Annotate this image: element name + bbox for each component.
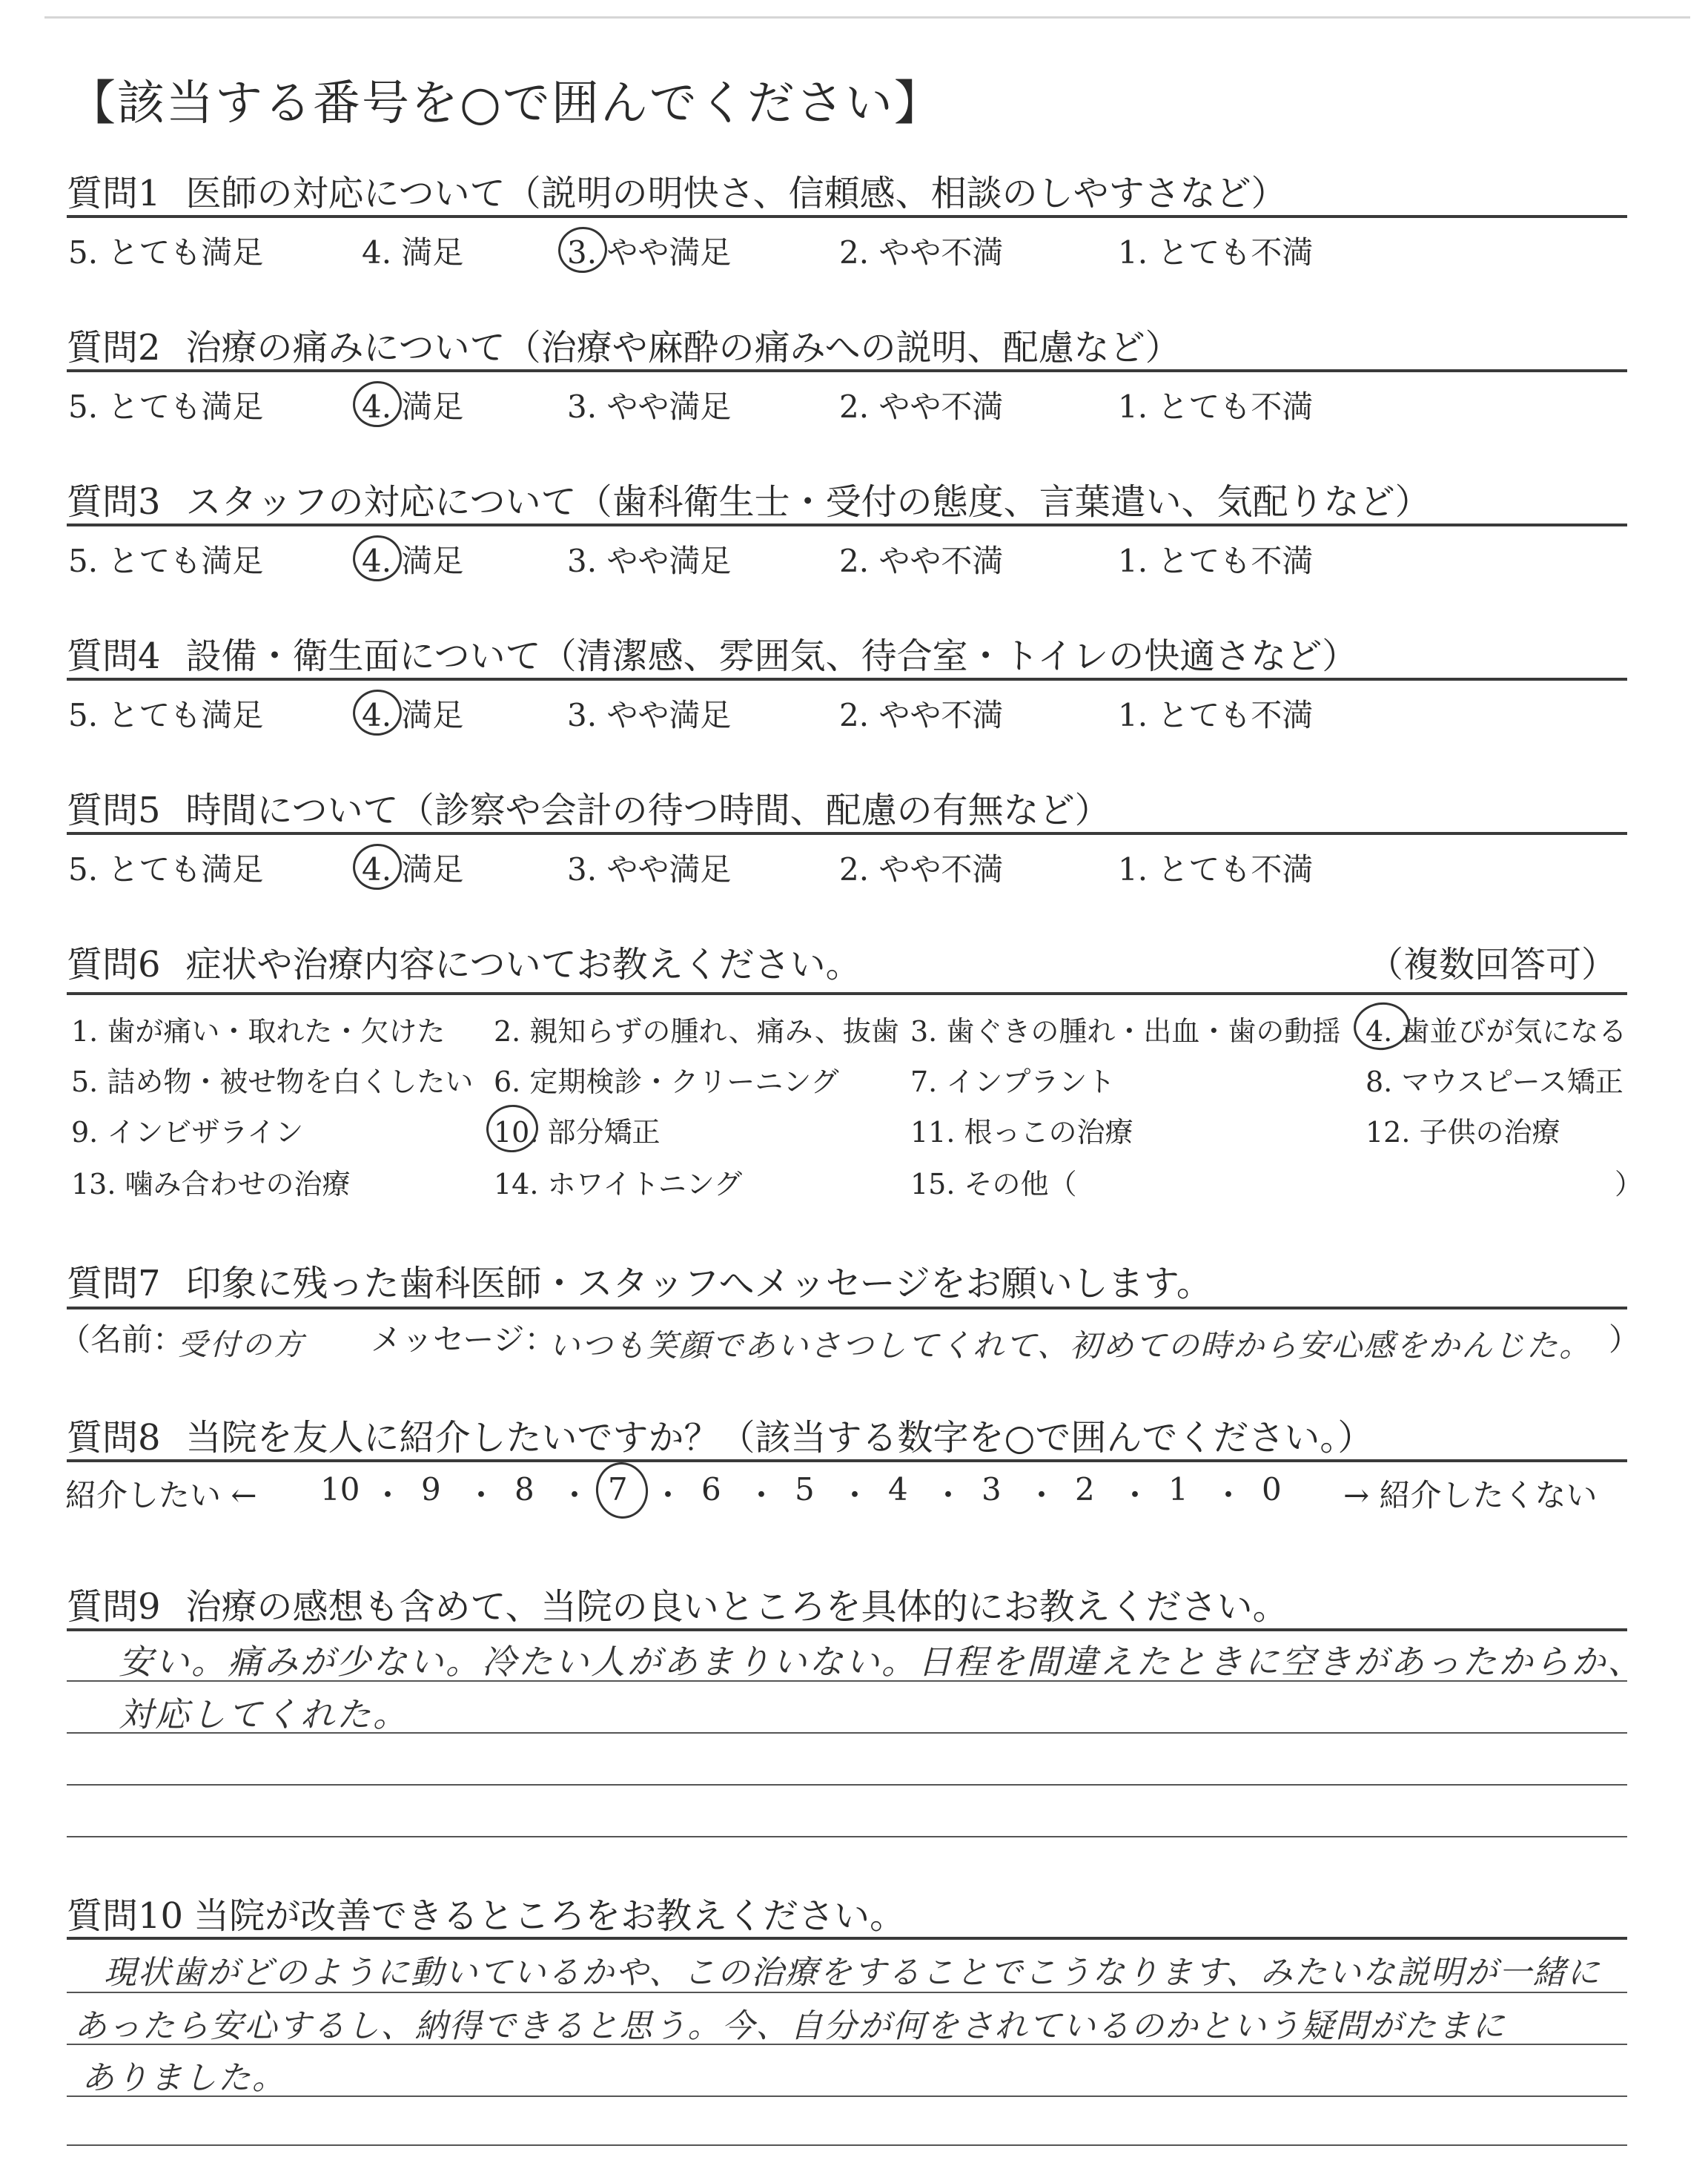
q1-number: 質問1 bbox=[67, 173, 161, 214]
q7-name-value[interactable]: 受付の方 bbox=[178, 1328, 305, 1362]
q5-number: 質問5 bbox=[67, 790, 161, 831]
q5-option-4[interactable]: 4. 満足 bbox=[362, 851, 464, 888]
scan-edge-line bbox=[44, 16, 1690, 19]
q6-heading bbox=[67, 936, 861, 987]
q8-scale-separator: ・ bbox=[372, 1477, 404, 1513]
q8-text: 当院を友人に紹介したいですか？（該当する数字を○で囲んでください。） bbox=[185, 1417, 1374, 1459]
q5-heading bbox=[67, 782, 1110, 833]
q8-scale-5[interactable]: 5 bbox=[795, 1471, 815, 1507]
q8-scale-6[interactable]: 6 bbox=[701, 1471, 721, 1507]
q3-text: スタッフの対応について（歯科衛生士・受付の態度、言葉遣い、気配りなど） bbox=[185, 481, 1431, 523]
q1-text: 医師の対応について（説明の明快さ、信頼感、相談のしやすさなど） bbox=[185, 173, 1287, 214]
q6-option-13[interactable]: 13. 噛み合わせの治療 bbox=[71, 1168, 351, 1200]
q9-answer-line-1[interactable]: 安い。痛みが少ない。冷たい人があまりいない。日程を間違えたときに空きがあったからか、 bbox=[119, 1642, 1644, 1682]
q10-answer-line-2[interactable]: あったら安心するし、納得できると思う。今、自分が何をされているのかという疑問がたまに bbox=[74, 2007, 1506, 2045]
q2-option-5[interactable]: 5. とても満足 bbox=[68, 389, 264, 425]
q6-option-12[interactable]: 12. 子供の治療 bbox=[1366, 1116, 1560, 1149]
q7-number: 質問7 bbox=[67, 1263, 161, 1304]
q6-multi-note: （複数回答可） bbox=[1368, 944, 1618, 985]
q6-option-5[interactable]: 5. 詰め物・被せ物を白くしたい bbox=[71, 1066, 474, 1098]
q6-option-9[interactable]: 9. インビザライン bbox=[71, 1116, 304, 1149]
q1-option-3[interactable]: 3. やや満足 bbox=[567, 234, 732, 271]
q7-text: 印象に残った歯科医師・スタッフへメッセージをお願いします。 bbox=[185, 1263, 1212, 1304]
q8-scale-separator: ・ bbox=[933, 1477, 964, 1513]
q8-rule bbox=[67, 1459, 1627, 1462]
q10-line-3 bbox=[67, 2095, 1627, 2097]
q4-option-5[interactable]: 5. とても満足 bbox=[68, 697, 264, 733]
q3-rule bbox=[67, 524, 1627, 526]
q8-number: 質問8 bbox=[67, 1417, 161, 1459]
q1-option-1[interactable]: 1. とても不満 bbox=[1118, 234, 1314, 271]
q5-option-2[interactable]: 2. やや不満 bbox=[839, 851, 1004, 888]
q5-option-5[interactable]: 5. とても満足 bbox=[68, 851, 264, 888]
q7-message-value[interactable]: いつも笑顔であいさつしてくれて、初めての時から安心感をかんじた。 bbox=[549, 1327, 1592, 1364]
q4-option-2[interactable]: 2. やや不満 bbox=[839, 697, 1004, 733]
q2-option-4[interactable]: 4. 満足 bbox=[362, 389, 464, 425]
q10-answer-line-3[interactable]: ありました。 bbox=[82, 2059, 286, 2097]
q8-scale-3[interactable]: 3 bbox=[982, 1471, 1002, 1507]
q7-heading bbox=[67, 1255, 1212, 1306]
q8-left-label: 紹介したい ← bbox=[65, 1477, 257, 1513]
q10-line-4 bbox=[67, 2144, 1627, 2146]
q6-option-3[interactable]: 3. 歯ぐきの腫れ・出血・歯の動揺 bbox=[910, 1015, 1341, 1048]
q6-option-1[interactable]: 1. 歯が痛い・取れた・欠けた bbox=[71, 1015, 446, 1048]
q8-scale-9[interactable]: 9 bbox=[421, 1471, 441, 1507]
q8-scale-1[interactable]: 1 bbox=[1168, 1471, 1188, 1507]
q8-scale-0[interactable]: 0 bbox=[1262, 1471, 1282, 1507]
page-title: 【該当する番号を○で囲んでください】 bbox=[68, 76, 943, 131]
q8-scale-separator: ・ bbox=[652, 1477, 684, 1513]
q4-rule bbox=[67, 678, 1627, 681]
q1-option-2[interactable]: 2. やや不満 bbox=[839, 234, 1004, 271]
q1-rule bbox=[67, 215, 1627, 218]
q8-scale-10[interactable]: 10 bbox=[320, 1471, 360, 1507]
q10-number: 質問10 bbox=[67, 1895, 184, 1937]
q6-option-2[interactable]: 2. 親知らずの腫れ、痛み、抜歯 bbox=[494, 1015, 899, 1048]
q6-number: 質問6 bbox=[67, 944, 161, 985]
q8-scale-separator: ・ bbox=[839, 1477, 871, 1513]
q9-line-3 bbox=[67, 1784, 1627, 1786]
q6-option-14[interactable]: 14. ホワイトニング bbox=[494, 1168, 743, 1200]
q7-message-label: メッセージ： bbox=[371, 1321, 556, 1358]
q2-rule bbox=[67, 369, 1627, 372]
q6-option-4[interactable]: 4. 歯並びが気になる bbox=[1366, 1015, 1627, 1048]
q3-heading bbox=[67, 473, 1431, 524]
q6-option-6[interactable]: 6. 定期検診・クリーニング bbox=[494, 1066, 839, 1098]
q3-number: 質問3 bbox=[67, 481, 161, 523]
q9-line-4 bbox=[67, 1836, 1627, 1837]
q5-text: 時間について（診察や会計の待つ時間、配慮の有無など） bbox=[185, 790, 1110, 831]
q8-scale-separator: ・ bbox=[1119, 1477, 1151, 1513]
q2-number: 質問2 bbox=[67, 327, 161, 369]
q9-text: 治療の感想も含めて、当院の良いところを具体的にお教えください。 bbox=[185, 1586, 1288, 1628]
q6-option-10[interactable]: 10. 部分矯正 bbox=[494, 1116, 661, 1149]
q8-scale-4[interactable]: 4 bbox=[888, 1471, 908, 1507]
q2-option-2[interactable]: 2. やや不満 bbox=[839, 389, 1004, 425]
q9-number: 質問9 bbox=[67, 1586, 161, 1628]
q8-scale-separator: ・ bbox=[559, 1477, 591, 1513]
q4-option-1[interactable]: 1. とても不満 bbox=[1118, 697, 1314, 733]
q1-option-5[interactable]: 5. とても満足 bbox=[68, 234, 264, 271]
q6-other-close-paren: ） bbox=[1615, 1168, 1644, 1200]
q2-option-3[interactable]: 3. やや満足 bbox=[567, 389, 732, 425]
q8-heading bbox=[67, 1409, 1373, 1460]
q8-scale-separator: ・ bbox=[1213, 1477, 1245, 1513]
q8-scale-2[interactable]: 2 bbox=[1075, 1471, 1095, 1507]
q3-option-1[interactable]: 1. とても不満 bbox=[1118, 543, 1314, 579]
q8-scale-8[interactable]: 8 bbox=[514, 1471, 534, 1507]
q1-option-4[interactable]: 4. 満足 bbox=[362, 234, 464, 271]
q6-option-7[interactable]: 7. インプラント bbox=[910, 1066, 1116, 1098]
q3-option-4[interactable]: 4. 満足 bbox=[362, 543, 464, 579]
q2-heading bbox=[67, 319, 1181, 370]
q2-option-1[interactable]: 1. とても不満 bbox=[1118, 389, 1314, 425]
q6-option-11[interactable]: 11. 根っこの治療 bbox=[910, 1116, 1133, 1149]
q10-text: 当院が改善できるところをお教えください。 bbox=[193, 1895, 906, 1937]
q8-right-label: → 紹介したくない bbox=[1343, 1477, 1598, 1513]
q6-option-8[interactable]: 8. マウスピース矯正 bbox=[1366, 1066, 1623, 1098]
q6-rule bbox=[67, 992, 1627, 995]
q10-answer-line-1[interactable]: 現状歯がどのように動いているかや、この治療をすることでこうなります、みたいな説明が一緒に bbox=[104, 1954, 1601, 1992]
q2-text: 治療の痛みについて（治療や麻酔の痛みへの説明、配慮など） bbox=[185, 327, 1181, 369]
q8-selected-circle bbox=[592, 1459, 652, 1522]
q9-heading bbox=[67, 1578, 1288, 1629]
q3-option-2[interactable]: 2. やや不満 bbox=[839, 543, 1004, 579]
q7-name-label: （名前： bbox=[59, 1321, 185, 1358]
q7-close-paren: ） bbox=[1609, 1321, 1641, 1358]
q5-rule bbox=[67, 832, 1627, 835]
q9-rule bbox=[67, 1628, 1627, 1631]
q3-option-5[interactable]: 5. とても満足 bbox=[68, 543, 264, 579]
q6-text: 症状や治療内容についてお教えください。 bbox=[185, 944, 861, 985]
q9-answer-line-2[interactable]: 対応してくれた。 bbox=[119, 1694, 409, 1734]
q4-option-4[interactable]: 4. 満足 bbox=[362, 697, 464, 733]
q6-option-15[interactable]: 15. その他（ bbox=[910, 1168, 1077, 1200]
q8-scale-separator: ・ bbox=[466, 1477, 497, 1513]
q10-rule bbox=[67, 1937, 1627, 1940]
q10-heading bbox=[67, 1887, 905, 1938]
q8-scale-separator: ・ bbox=[1026, 1477, 1058, 1513]
q5-option-1[interactable]: 1. とても不満 bbox=[1118, 851, 1314, 888]
q7-rule bbox=[67, 1307, 1627, 1309]
q3-option-3[interactable]: 3. やや満足 bbox=[567, 543, 732, 579]
q8-scale-separator: ・ bbox=[746, 1477, 778, 1513]
q8-scale-7[interactable]: 7 bbox=[608, 1471, 628, 1507]
q4-option-3[interactable]: 3. やや満足 bbox=[567, 697, 732, 733]
q4-number: 質問4 bbox=[67, 635, 161, 677]
q1-heading bbox=[67, 165, 1287, 216]
q4-heading bbox=[67, 627, 1357, 678]
q4-text: 設備・衛生面について（清潔感、雰囲気、待合室・トイレの快適さなど） bbox=[185, 635, 1358, 677]
q5-option-3[interactable]: 3. やや満足 bbox=[567, 851, 732, 888]
